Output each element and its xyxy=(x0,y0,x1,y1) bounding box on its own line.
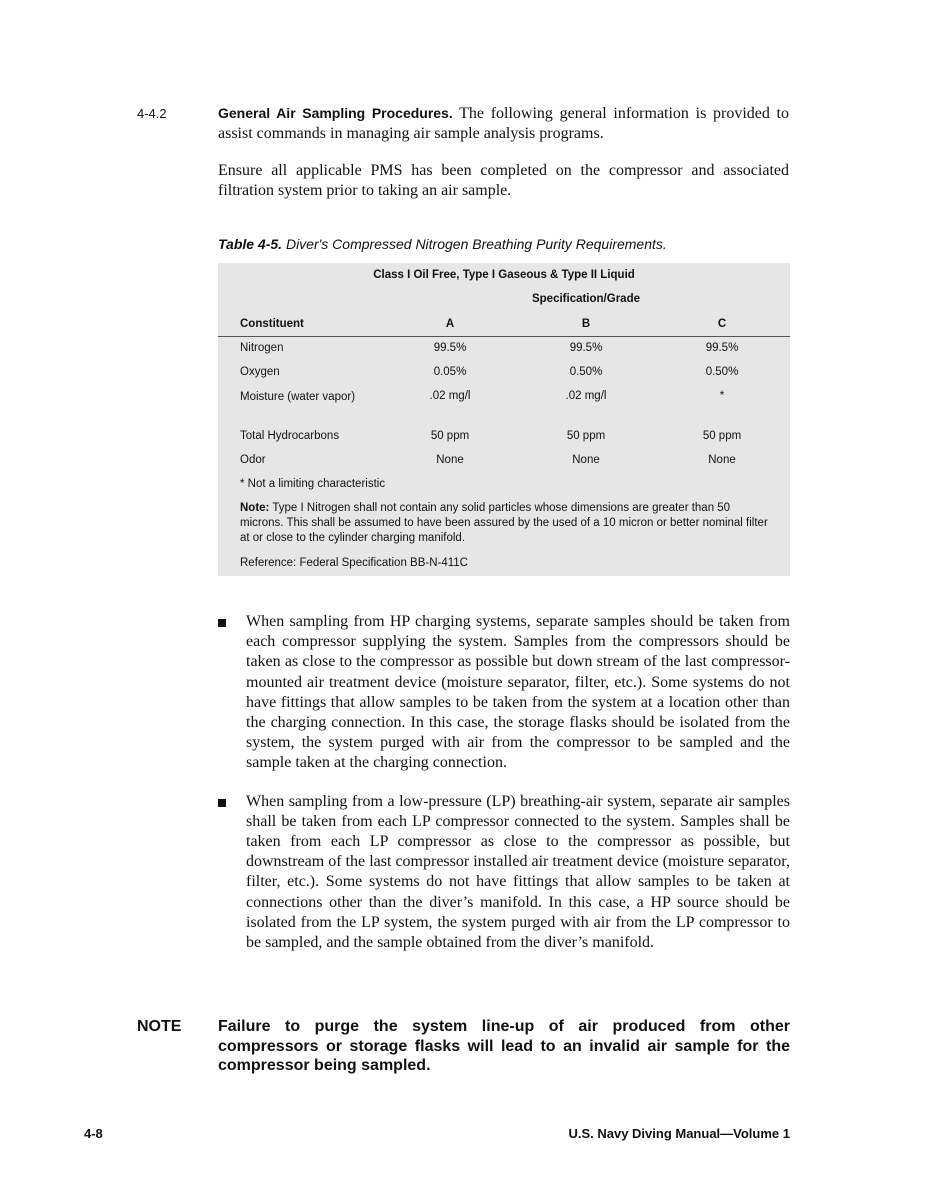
cell-grade-a: .02 mg/l xyxy=(429,390,471,402)
header-grade-b: B xyxy=(581,318,591,330)
section-number: 4-4.2 xyxy=(137,106,167,121)
cell-constituent: Odor xyxy=(240,454,266,466)
table-caption-text: Diver's Compressed Nitrogen Breathing Purity Requirements. xyxy=(285,236,667,252)
purity-table xyxy=(218,263,790,576)
table-note-label: Note: xyxy=(240,502,270,514)
page-number: 4-8 xyxy=(84,1126,103,1141)
cell-grade-b: 99.5% xyxy=(569,342,603,354)
list-item xyxy=(218,612,790,774)
section-paragraph-1 xyxy=(218,103,789,144)
list-item-text: When sampling from HP charging systems, separate samples should be taken from each compressor supplying the system. Samples from the compressors should be taken as close to the compressor as possible but down stream of the last compressor-mounted air treatment device (moisture separator, filter, etc.). Some systems do not have fittings that allow samples to be taken from the system at a location other than the charging connection. In this case, the storage flasks should be isolated from the system, the system purged with air from the compressor to be sampled and the sample taken at the charging connection. xyxy=(246,613,790,772)
cell-grade-c: 99.5% xyxy=(705,342,739,354)
cell-grade-b: None xyxy=(572,454,600,466)
section-intro-text: The following general information is provided to assist commands in managing air sample analysis programs. xyxy=(218,105,789,142)
table-note xyxy=(240,501,770,546)
cell-grade-c: 0.50% xyxy=(705,366,739,378)
cell-grade-a: 0.05% xyxy=(433,366,467,378)
cell-constituent: Nitrogen xyxy=(240,342,284,354)
bullet-list xyxy=(218,612,790,971)
header-grade-c: C xyxy=(717,318,727,330)
cell-grade-b: .02 mg/l xyxy=(565,390,607,402)
cell-constituent: Moisture (water vapor) xyxy=(240,391,356,403)
cell-grade-c: 50 ppm xyxy=(702,430,742,442)
section-paragraph-2: Ensure all applicable PMS has been completed on the compressor and associated filtration system prior to taking an air sample. xyxy=(218,162,789,199)
cell-grade-a: 50 ppm xyxy=(430,430,470,442)
square-bullet-icon xyxy=(218,619,226,627)
table-title: Class I Oil Free, Type I Gaseous & Type II Liquid xyxy=(373,269,635,281)
cell-constituent: Oxygen xyxy=(240,366,280,378)
cell-grade-c: * xyxy=(719,390,725,402)
table-caption xyxy=(218,236,667,252)
header-constituent: Constituent xyxy=(240,318,304,330)
cell-grade-a: 99.5% xyxy=(433,342,467,354)
section-body xyxy=(218,103,789,218)
cell-grade-a: None xyxy=(436,454,464,466)
header-grade-a: A xyxy=(445,318,455,330)
section-heading: General Air Sampling Procedures. xyxy=(218,105,453,121)
table-caption-label: Table 4-5. xyxy=(218,236,283,252)
cell-grade-b: 0.50% xyxy=(569,366,603,378)
note-label: NOTE xyxy=(137,1018,182,1035)
cell-constituent: Total Hydrocarbons xyxy=(240,430,340,442)
list-item-text: When sampling from a low-pressure (LP) breathing-air system, separate air samples shall be taken from each LP compressor connected to the system. Samples shall be taken from each LP compressor as close to the compressor as possible, but downstream of the last compressor installed air treatment device (moisture separator, filter, etc.). Some systems do not have fittings that allow samples to be taken at connections other than the diver’s manifold. In this case, a HP source should be isolated from the LP system, the system purged with air from the LP compressor to be sampled, and the sample obtained from the diver’s manifold. xyxy=(246,792,790,952)
note-text: Failure to purge the system line-up of air produced from other compressors or storage flasks will lead to an invalid air sample for the compressor being sampled. xyxy=(218,1018,790,1074)
list-item xyxy=(218,792,790,954)
footer-title: U.S. Navy Diving Manual—Volume 1 xyxy=(568,1126,790,1141)
square-bullet-icon xyxy=(218,799,226,807)
cell-grade-b: 50 ppm xyxy=(566,430,606,442)
table-spec-header: Specification/Grade xyxy=(531,293,640,305)
table-header-rule xyxy=(218,336,790,337)
footnote-text: * Not a limiting characteristic xyxy=(240,478,386,490)
cell-grade-c: None xyxy=(708,454,736,466)
table-note-text: Type I Nitrogen shall not contain any solid particles whose dimensions are greater than 50 microns. This shall be assumed to have been assured by the used of a 10 micron or better nominal filter at or close to the cylinder charging manifold. xyxy=(240,502,768,544)
reference-text: Reference: Federal Specification BB-N-411C xyxy=(240,557,468,569)
